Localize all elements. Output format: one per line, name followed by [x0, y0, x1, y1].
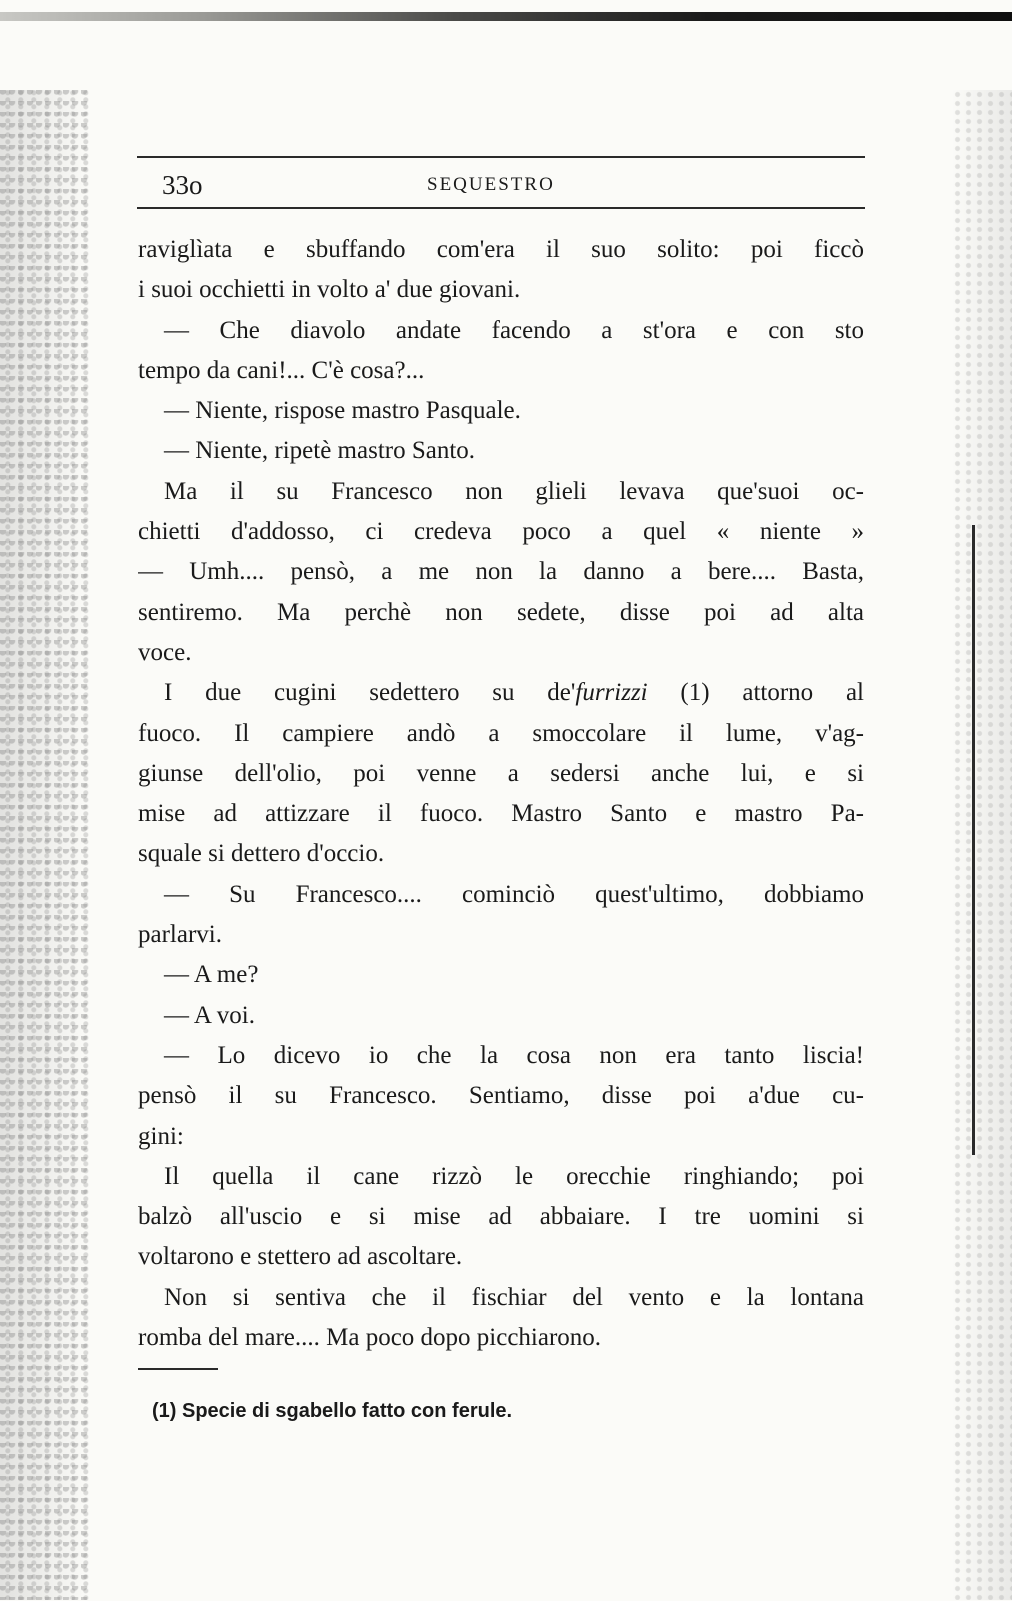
text-line: fuoco. Il campiere andò a smoccolare il lume, v'ag-	[138, 719, 864, 747]
text-line: tempo da cani!... C'è cosa?...	[138, 356, 425, 384]
text-line: — Su Francesco.... cominciò quest'ultimo, dobbiamo	[164, 880, 864, 908]
text-line: giunse dell'olio, poi venne a sedersi anche lui, e si	[138, 759, 864, 787]
text-line: pensò il su Francesco. Sentiamo, disse poi a'due cu-	[138, 1082, 864, 1110]
text-line: Ma il su Francesco non glieli levava que'suoi oc-	[164, 477, 864, 505]
text-line: sentiremo. Ma perchè non sedete, disse poi ad alta	[138, 598, 864, 626]
header-rule-bottom	[137, 207, 865, 209]
text-line: — A voi.	[164, 1001, 255, 1029]
footnote-rule	[138, 1368, 218, 1370]
text-line: — Lo dicevo io che la cosa non era tanto liscia!	[164, 1041, 864, 1069]
text-line-head: I due cugini sedettero su de'	[164, 679, 576, 707]
text-line: i suoi occhietti in volto a' due giovani.	[138, 276, 521, 304]
text-line: — Niente, ripetè mastro Santo.	[164, 437, 476, 465]
italic-term: furrizzi	[575, 679, 648, 707]
running-title: SEQUESTRO	[427, 174, 555, 195]
text-line: — A me?	[164, 961, 259, 989]
text-line: parlarvi.	[138, 921, 222, 949]
text-line	[138, 673, 864, 713]
text-line: mise ad attizzare il fuoco. Mastro Santo e mastro Pa-	[138, 800, 864, 828]
right-scan-edge-line	[972, 525, 975, 1155]
text-line: — Niente, rispose mastro Pasquale.	[164, 397, 521, 425]
text-line: — Che diavolo andate facendo a st'ora e con sto	[164, 316, 864, 344]
page-number: 33o	[162, 170, 203, 200]
text-line: romba del mare.... Ma poco dopo picchiarono.	[138, 1324, 602, 1352]
left-scan-noise	[0, 90, 90, 1600]
right-scan-noise	[952, 90, 1012, 1600]
text-line: voltarono e stettero ad ascoltare.	[138, 1243, 463, 1271]
text-line: balzò all'uscio e si mise ad abbaiare. I tre uomini si	[138, 1203, 864, 1231]
header-rule-top	[137, 156, 865, 158]
top-scan-edge	[0, 12, 1012, 21]
body-text	[138, 230, 864, 1358]
text-line: squale si dettero d'occio.	[138, 840, 385, 868]
text-line: raviglìata e sbuffando com'era il suo solito: poi ficcò	[138, 236, 864, 263]
text-line: gini:	[138, 1122, 184, 1150]
text-line: Il quella il cane rizzò le orecchie ringhiando; poi	[164, 1162, 864, 1190]
text-line: chietti d'addosso, ci credeva poco a quel « niente »	[138, 518, 864, 546]
text-line-tail: (1) attorno al	[647, 679, 864, 707]
text-line: Non si sentiva che il fischiar del vento e la lontana	[164, 1283, 864, 1311]
text-line: — Umh.... pensò, a me non la danno a bere.... Basta,	[138, 558, 864, 586]
text-line: voce.	[138, 638, 192, 666]
footnote: (1) Specie di sgabello fatto con ferule.	[152, 1400, 513, 1422]
